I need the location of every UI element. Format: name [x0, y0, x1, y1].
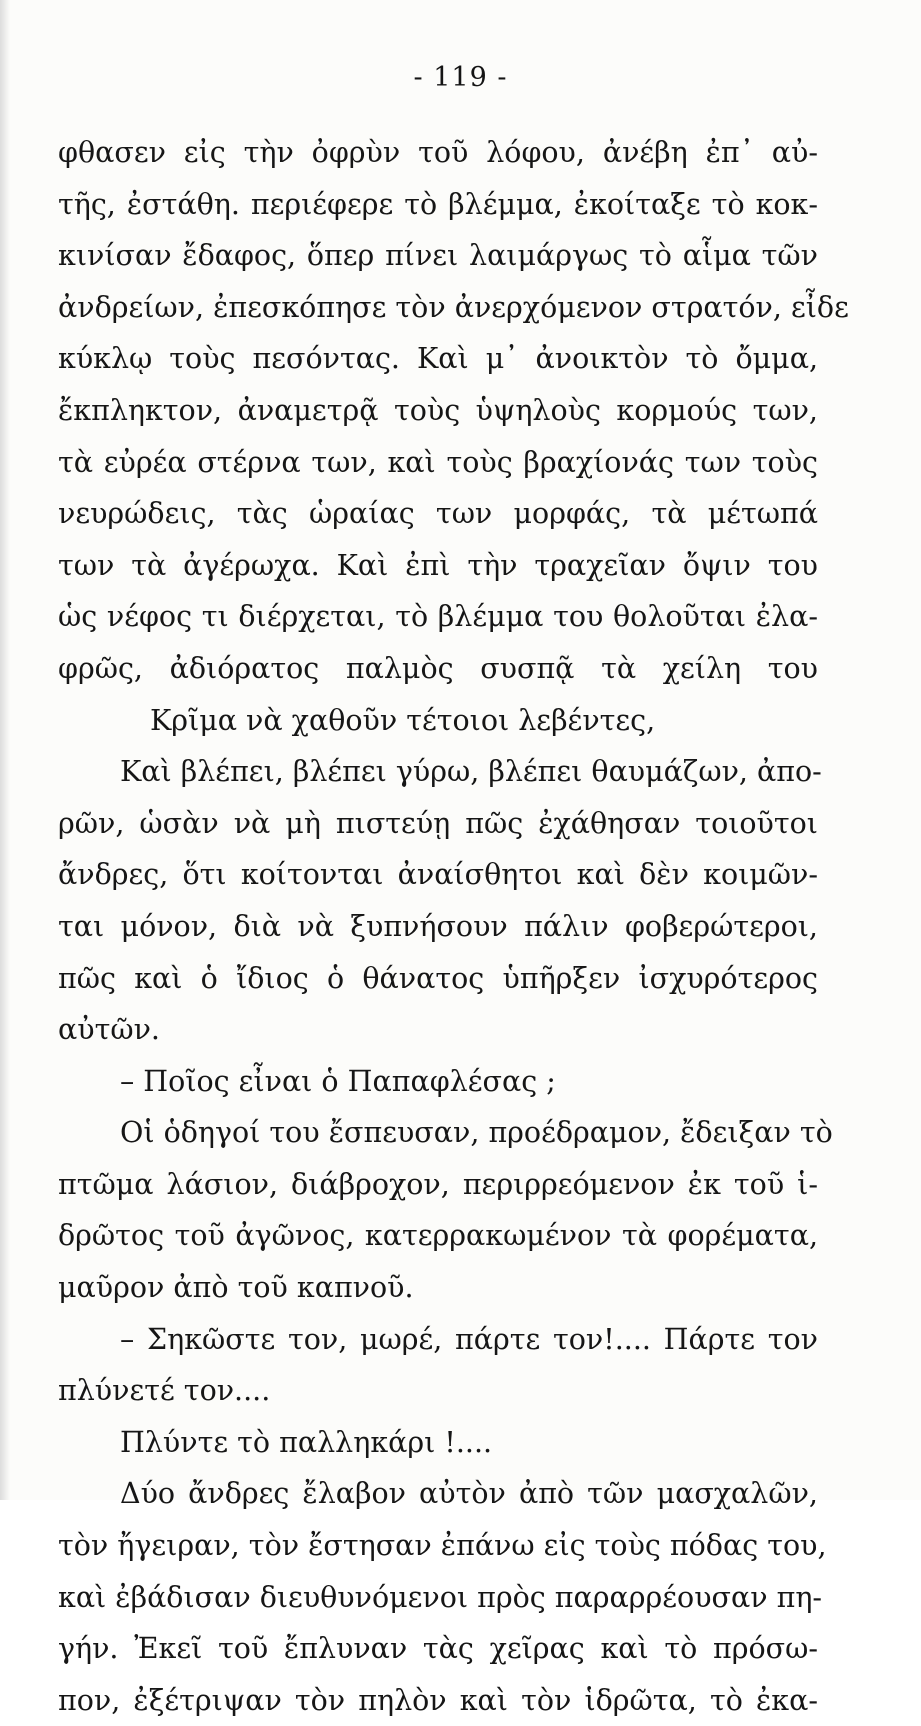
- text-line: κινίσαν ἔδαφος, ὅπερ πίνει λαιμάργως τὸ αἷμα τῶν: [58, 239, 818, 273]
- text-line: των τὰ ἀγέρωχα. Καὶ ἐπὶ τὴν τραχεῖαν ὄψιν του: [58, 548, 818, 582]
- paragraph-end-line: αὐτῶν.: [58, 1013, 160, 1047]
- text-line: ὡς νέφος τι διέρχεται, τὸ βλέμμα του θολοῦται ἐλα-: [58, 600, 818, 634]
- text-line: τῆς, ἐστάθη. περιέφερε τὸ βλέμμα, ἐκοίταξε τὸ κοκ-: [58, 187, 818, 221]
- quoted-line: Κρῖμα νὰ χαθοῦν τέτοιοι λεβέντες,: [150, 703, 656, 737]
- text-line: ἄνδρες, ὅτι κοίτονται ἀναίσθητοι καὶ δὲν κοιμῶν-: [58, 858, 818, 892]
- paragraph-start-line: Δύο ἄνδρες ἔλαβον αὐτὸν ἀπὸ τῶν μασχαλῶν,: [120, 1477, 818, 1511]
- text-line: πον, ἐξέτριψαν τὸν πηλὸν καὶ τὸν ἱδρῶτα, τὸ ἐκα-: [58, 1683, 818, 1717]
- text-line: φρῶς, ἀδιόρατος παλμὸς συσπᾷ τὰ χείλη του: [58, 651, 818, 685]
- text-line: νευρώδεις, τὰς ὡραίας των μορφάς, τὰ μέτωπά: [58, 497, 818, 531]
- text-line: δρῶτος τοῦ ἀγῶνος, κατερρακωμένον τὰ φορέματα,: [58, 1219, 818, 1253]
- body-text: [58, 127, 849, 1726]
- text-line: φθασεν εἰς τὴν ὀφρὺν τοῦ λόφου, ἀνέβη ἐπ᾽ αὐ-: [58, 136, 818, 169]
- page-number: - 119 -: [413, 62, 508, 93]
- dialogue-line: Πλύντε τὸ παλληκάρι !....: [120, 1425, 493, 1459]
- text-line: ἔκπληκτον, ἀναμετρᾷ τοὺς ὑψηλοὺς κορμούς των,: [58, 393, 818, 427]
- text-line: ται μόνον, διὰ νὰ ξυπνήσουν πάλιν φοβερώτεροι,: [58, 909, 818, 943]
- paragraph-end-line: μαῦρον ἀπὸ τοῦ καπνοῦ.: [58, 1271, 414, 1305]
- scan-shadow-edge: [0, 0, 10, 1500]
- text-line: καὶ ἐβάδισαν διευθυνόμενοι πρὸς παραρρέουσαν πη-: [58, 1580, 823, 1614]
- text-line: πτῶμα λάσιον, διάβροχον, περιρρεόμενον ἐκ τοῦ ἱ-: [58, 1167, 818, 1201]
- text-line: γήν. Ἐκεῖ τοῦ ἔπλυναν τὰς χεῖρας καὶ τὸ πρόσω-: [58, 1632, 818, 1666]
- paragraph-start-line: Οἱ ὁδηγοί του ἔσπευσαν, προέδραμον, ἔδειξαν τὸ: [120, 1116, 833, 1150]
- paragraph-start-line: Καὶ βλέπει, βλέπει γύρω, βλέπει θαυμάζων, ἀπο-: [120, 755, 822, 789]
- text-line: τὸν ἤγειραν, τὸν ἔστησαν ἐπάνω εἰς τοὺς πόδας του,: [58, 1529, 827, 1563]
- text-line: τὰ εὐρέα στέρνα των, καὶ τοὺς βραχίονάς των τοὺς: [58, 445, 818, 479]
- dialogue-line: – Ποῖος εἶναι ὁ Παπαφλέσας ;: [120, 1064, 556, 1098]
- text-line: ρῶν, ὡσὰν νὰ μὴ πιστεύῃ πῶς ἐχάθησαν τοιοῦτοι: [58, 806, 818, 840]
- paragraph-end-line: πλύνετέ τον....: [58, 1374, 271, 1408]
- text-line: πῶς καὶ ὁ ἴδιος ὁ θάνατος ὑπῆρξεν ἰσχυρότερος: [58, 961, 818, 995]
- text-line: κύκλῳ τοὺς πεσόντας. Καὶ μ᾽ ἀνοικτὸν τὸ ὄμμα,: [58, 342, 818, 376]
- dialogue-line: – Σηκῶστε τον, μωρέ, πάρτε τον!.... Πάρτε τον: [120, 1322, 818, 1356]
- text-line: ἀνδρείων, ἐπεσκόπησε τὸν ἀνερχόμενον στρατόν, εἶδε: [58, 290, 849, 324]
